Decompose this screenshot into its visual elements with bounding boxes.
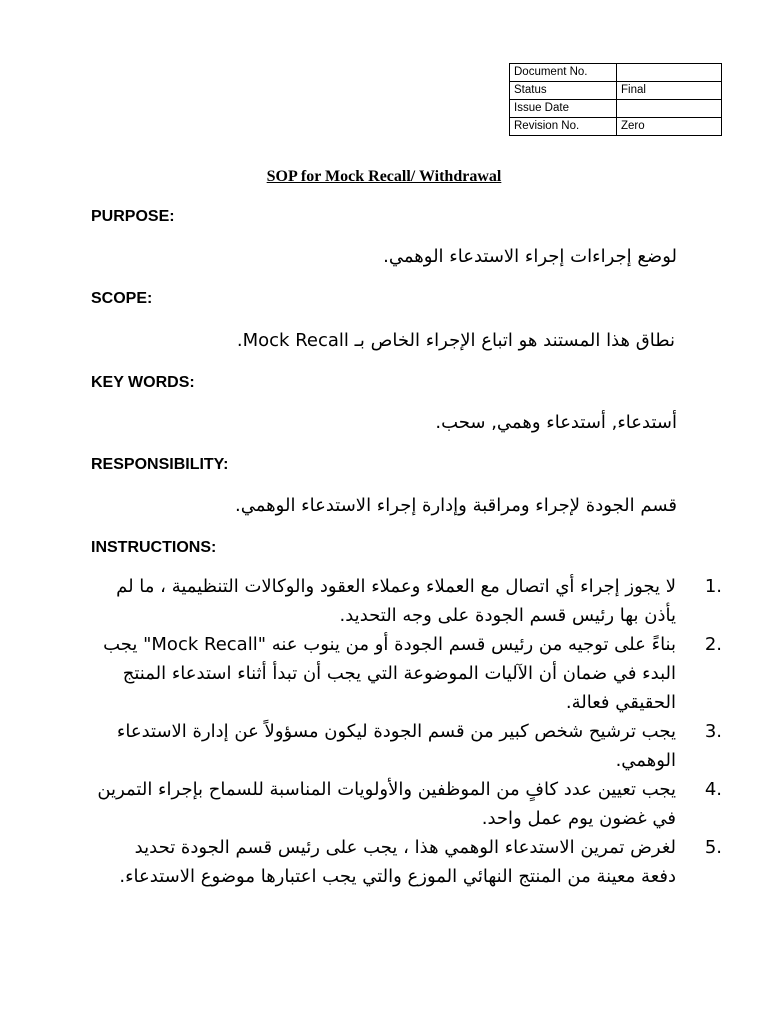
scope-text: نطاق هذا المستند هو اتباع الإجراء الخاص بـ Mock Recall.: [236, 330, 675, 351]
status-value: Final: [617, 82, 722, 100]
issue-date-value: [617, 100, 722, 118]
responsibility-heading: RESPONSIBILITY:: [91, 456, 229, 473]
issue-date-label: Issue Date: [510, 100, 617, 118]
table-row: [510, 118, 722, 136]
doc-number-value: [617, 64, 722, 82]
keywords-heading: KEY WORDS:: [91, 374, 195, 391]
item-number: 4.: [704, 779, 722, 800]
list-item: [96, 630, 722, 717]
item-text: لا يجوز إجراء أي اتصال مع العملاء وعملاء العقود والوكالات التنظيمية ، ما لم يأذن بها رئيس قسم الجودة على وجه التحديد.: [116, 576, 676, 626]
table-row: [510, 82, 722, 100]
item-text: يجب ترشيح شخص كبير من قسم الجودة ليكون مسؤولاً عن إدارة الاستدعاء الوهمي.: [116, 721, 676, 771]
instructions-heading: INSTRUCTIONS:: [91, 539, 217, 556]
purpose-text: لوضع إجراءات إجراء الاستدعاء الوهمي.: [383, 246, 677, 267]
list-item: [96, 833, 722, 891]
status-label: Status: [510, 82, 617, 100]
table-row: [510, 100, 722, 118]
item-text: لغرض تمرين الاستدعاء الوهمي هذا ، يجب على رئيس قسم الجودة تحديد دفعة معينة من المنتج النهائي الموزع والتي يجب اعتبارها موضوع الاستدعاء.: [119, 837, 676, 887]
item-number: 1.: [704, 576, 722, 597]
responsibility-text: قسم الجودة لإجراء ومراقبة وإدارة إجراء الاستدعاء الوهمي.: [235, 495, 677, 516]
document-info-table: [509, 63, 722, 136]
list-item: [96, 775, 722, 833]
scope-heading: SCOPE:: [91, 290, 153, 307]
list-item: [96, 572, 722, 630]
list-item: [96, 717, 722, 775]
instructions-list: [96, 572, 722, 891]
item-number: 3.: [704, 721, 722, 742]
table-row: [510, 64, 722, 82]
item-number: 5.: [704, 837, 722, 858]
item-text: بناءً على توجيه من رئيس قسم الجودة أو من ينوب عنه "Mock Recall" يجب البدء في ضمان أن الآليات الموضوعة التي يجب أن تبدأ أثناء استدعاء المنتج الحقيقي فعالة.: [103, 634, 676, 713]
document-title: SOP for Mock Recall/ Withdrawal: [266, 168, 502, 185]
doc-number-label: Document No.: [510, 64, 617, 82]
item-number: 2.: [704, 634, 722, 655]
keywords-text: أستدعاء, أستدعاء وهمي, سحب.: [435, 412, 677, 433]
revision-label: Revision No.: [510, 118, 617, 136]
revision-value: Zero: [617, 118, 722, 136]
item-text: يجب تعيين عدد كافٍ من الموظفين والأولويات المناسبة للسماح بإجراء التمرين في غضون يوم عمل واحد.: [97, 779, 676, 829]
purpose-heading: PURPOSE:: [91, 208, 175, 225]
